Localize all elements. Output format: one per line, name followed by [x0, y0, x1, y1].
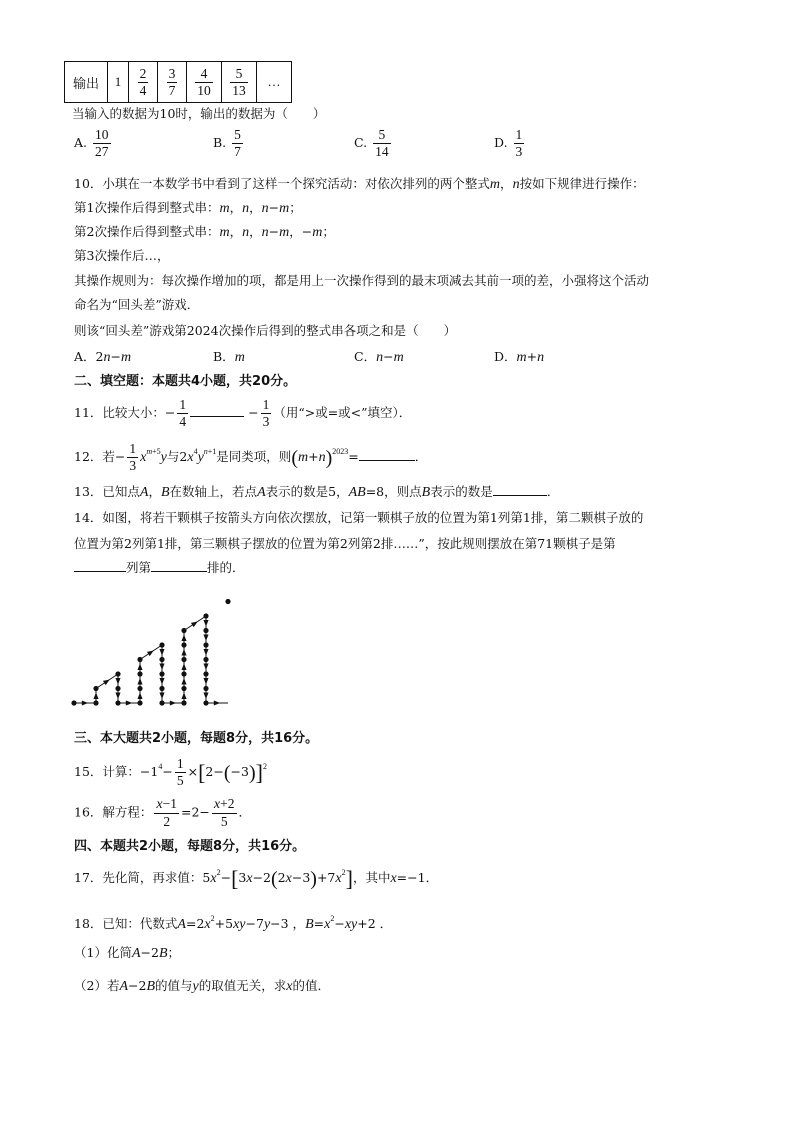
arrow-head-icon	[115, 678, 120, 684]
arrow-head-icon	[203, 649, 208, 655]
q17: 17．先化简，再求值：$5x^2-[3x-2(2x-3)+7x^2]$，其中x=−1．	[74, 866, 439, 891]
arrow-head-icon	[159, 649, 164, 655]
q9-option-c: C. $\frac{5}{14}$	[354, 127, 389, 159]
arrow-head-icon	[170, 700, 176, 705]
q10-line3: 第2次操作后得到整式串：m，n，n−m，−m；	[74, 224, 335, 240]
arrow-head-icon	[159, 678, 164, 684]
arrow-head-icon	[137, 664, 142, 670]
arrow-head-icon	[159, 693, 164, 699]
q9-option-a: A. $\frac{10}{27}$	[74, 127, 109, 159]
q10-line6: 命名为“回头差”游戏．	[74, 297, 200, 312]
chess-piece-dot	[203, 657, 208, 662]
chess-piece-dot	[115, 686, 120, 691]
chess-piece-dot	[181, 700, 186, 705]
chess-piece-dot	[137, 671, 142, 676]
arrow-head-icon	[181, 635, 186, 641]
arrow-head-icon	[181, 693, 186, 699]
chess-piece-dot	[71, 700, 76, 705]
q10-line1: 10．小琪在一本数学书中看到了这样一个探究活动：对依次排列的两个整式m，n按如下规律进行操作：	[74, 176, 645, 192]
q9-stem: 当输入的数据为10时，输出的数据为（ ）	[72, 106, 326, 121]
chess-piece-dot	[137, 686, 142, 691]
arrow-head-icon	[203, 693, 208, 699]
section-4-title: 四、本题共2小题，每题8分，共16分。	[74, 839, 306, 854]
arrow-head-icon	[137, 678, 142, 684]
arrow-head-icon	[203, 664, 208, 670]
q10-option-c: C．n−m	[354, 349, 404, 365]
chess-piece-dot	[137, 657, 142, 662]
chess-piece-dot	[203, 642, 208, 647]
table-cell: …	[257, 62, 292, 103]
q16: 16．解方程： $\frac{x-1}{2}$ =2− $\frac{x+2}{5}$ ．	[74, 796, 252, 829]
chess-piece-dot	[137, 700, 142, 705]
q15: 15．计算：$-1^4-$ $\frac{1}{5}$ $\times[2-(-3)]^2$	[74, 756, 267, 788]
chess-piece-dot	[159, 642, 164, 647]
arrow-head-icon	[181, 664, 186, 670]
chess-piece-dot	[159, 671, 164, 676]
chess-piece-dot	[203, 700, 208, 705]
table-header-cell: 输出	[65, 62, 108, 103]
arrow-head-icon	[82, 700, 88, 705]
q14-line2: 位置为第2列第1排，第三颗棋子摆放的位置为第2列第2排……”，按此规则摆放在第71颗棋子是第	[74, 536, 616, 551]
chess-piece-dot	[159, 657, 164, 662]
arrow-head-icon	[93, 693, 98, 699]
q18-stem: 18．已知：代数式$A=2x^2+5xy-7y-3$ ，$B=x^2-xy+2$ ．	[74, 914, 393, 932]
arrow-head-icon	[126, 700, 132, 705]
q10-line7: 则该“回头差”游戏第2024次操作后得到的整式串各项之和是（ ）	[74, 323, 457, 338]
chess-piece-dot	[181, 671, 186, 676]
table-cell-fraction	[187, 62, 222, 103]
table-fraction: $\frac{5}{13}$	[232, 65, 246, 98]
q18-part2: （2）若A−2B的值与y的取值无关，求x的值．	[74, 978, 330, 994]
arrow-head-icon	[181, 649, 186, 655]
q18-part1: （1）化简A−2B；	[74, 945, 181, 961]
chess-piece-dot	[115, 671, 120, 676]
section-3-title: 三、本大题共2小题，每题8分，共16分。	[74, 731, 319, 746]
arrow-head-icon	[203, 678, 208, 684]
q9-option-b: B. $\frac{5}{7}$	[213, 127, 241, 159]
arrow-head-icon	[203, 620, 208, 626]
chess-piece-dot	[159, 686, 164, 691]
q10-line5: 其操作规则为：每次操作增加的项，都是用上一次操作得到的最末项减去其前一项的差，小强将这个活动	[74, 273, 650, 288]
chess-piece-dot	[203, 671, 208, 676]
chess-piece-dot	[225, 599, 230, 604]
q14-line3: 列第 排的．	[74, 559, 245, 577]
arrow-head-icon	[191, 621, 198, 627]
table-cell-fraction	[158, 62, 187, 103]
chess-piece-dot	[181, 657, 186, 662]
table-cell-fraction	[222, 62, 257, 103]
chess-piece-dot	[203, 686, 208, 691]
q10-line4: 第3次操作后…，	[74, 248, 170, 263]
chess-piece-dot	[181, 642, 186, 647]
chess-piece-arrow-figure	[66, 585, 276, 710]
q10-option-a: A．2n−m	[74, 349, 132, 365]
chess-piece-dot	[181, 686, 186, 691]
q12: 12．若− $\frac{1}{3}$ $x^{m+5}y$与$2x^4y^{n+1}$是同类项，则$(m+n)^{2023}=$ ．	[74, 441, 428, 473]
table-cell-fraction	[129, 62, 158, 103]
table-cell: 1	[108, 62, 129, 103]
chess-piece-dot	[93, 686, 98, 691]
arrow-head-icon	[203, 635, 208, 641]
q14-line1: 14．如图，将若干颗棋子按箭头方向依次摆放，记第一颗棋子放的位置为第1列第1排，第二颗棋子放的	[74, 510, 644, 525]
arrow-head-icon	[159, 664, 164, 670]
q10-option-d: D．m+n	[494, 349, 545, 365]
arrow-head-icon	[214, 700, 220, 705]
chess-piece-dot	[115, 700, 120, 705]
arrow-head-icon	[181, 678, 186, 684]
chess-piece-dot	[203, 628, 208, 633]
chess-piece-dot	[203, 613, 208, 618]
chess-piece-dot	[93, 700, 98, 705]
table-fraction: $\frac{4}{10}$	[197, 65, 211, 98]
arrow-head-icon	[137, 693, 142, 699]
q11: 11．比较大小：− $\frac{1}{4}$ − $\frac{1}{3}$ （用“>或=或<”填空）．	[74, 397, 412, 429]
arrow-head-icon	[147, 650, 154, 656]
chess-piece-dot	[159, 700, 164, 705]
output-table	[64, 61, 292, 103]
q10-line2: 第1次操作后得到整式串：m，n，n−m；	[74, 200, 302, 216]
arrow-head-icon	[115, 693, 120, 699]
arrow-head-icon	[103, 679, 110, 685]
q9-option-d: D. $\frac{1}{3}$	[494, 127, 523, 159]
section-2-title: 二、填空题：本题共4小题，共20分。	[74, 374, 297, 389]
chess-piece-dot	[181, 628, 186, 633]
q13: 13．已知点A，B在数轴上，若点A表示的数是5，AB=8，则点B表示的数是 ．	[74, 484, 560, 500]
table-fraction: $\frac{3}{7}$	[168, 65, 176, 98]
table-fraction: $\frac{2}{4}$	[139, 65, 147, 98]
q10-option-b: B．m	[213, 349, 245, 365]
